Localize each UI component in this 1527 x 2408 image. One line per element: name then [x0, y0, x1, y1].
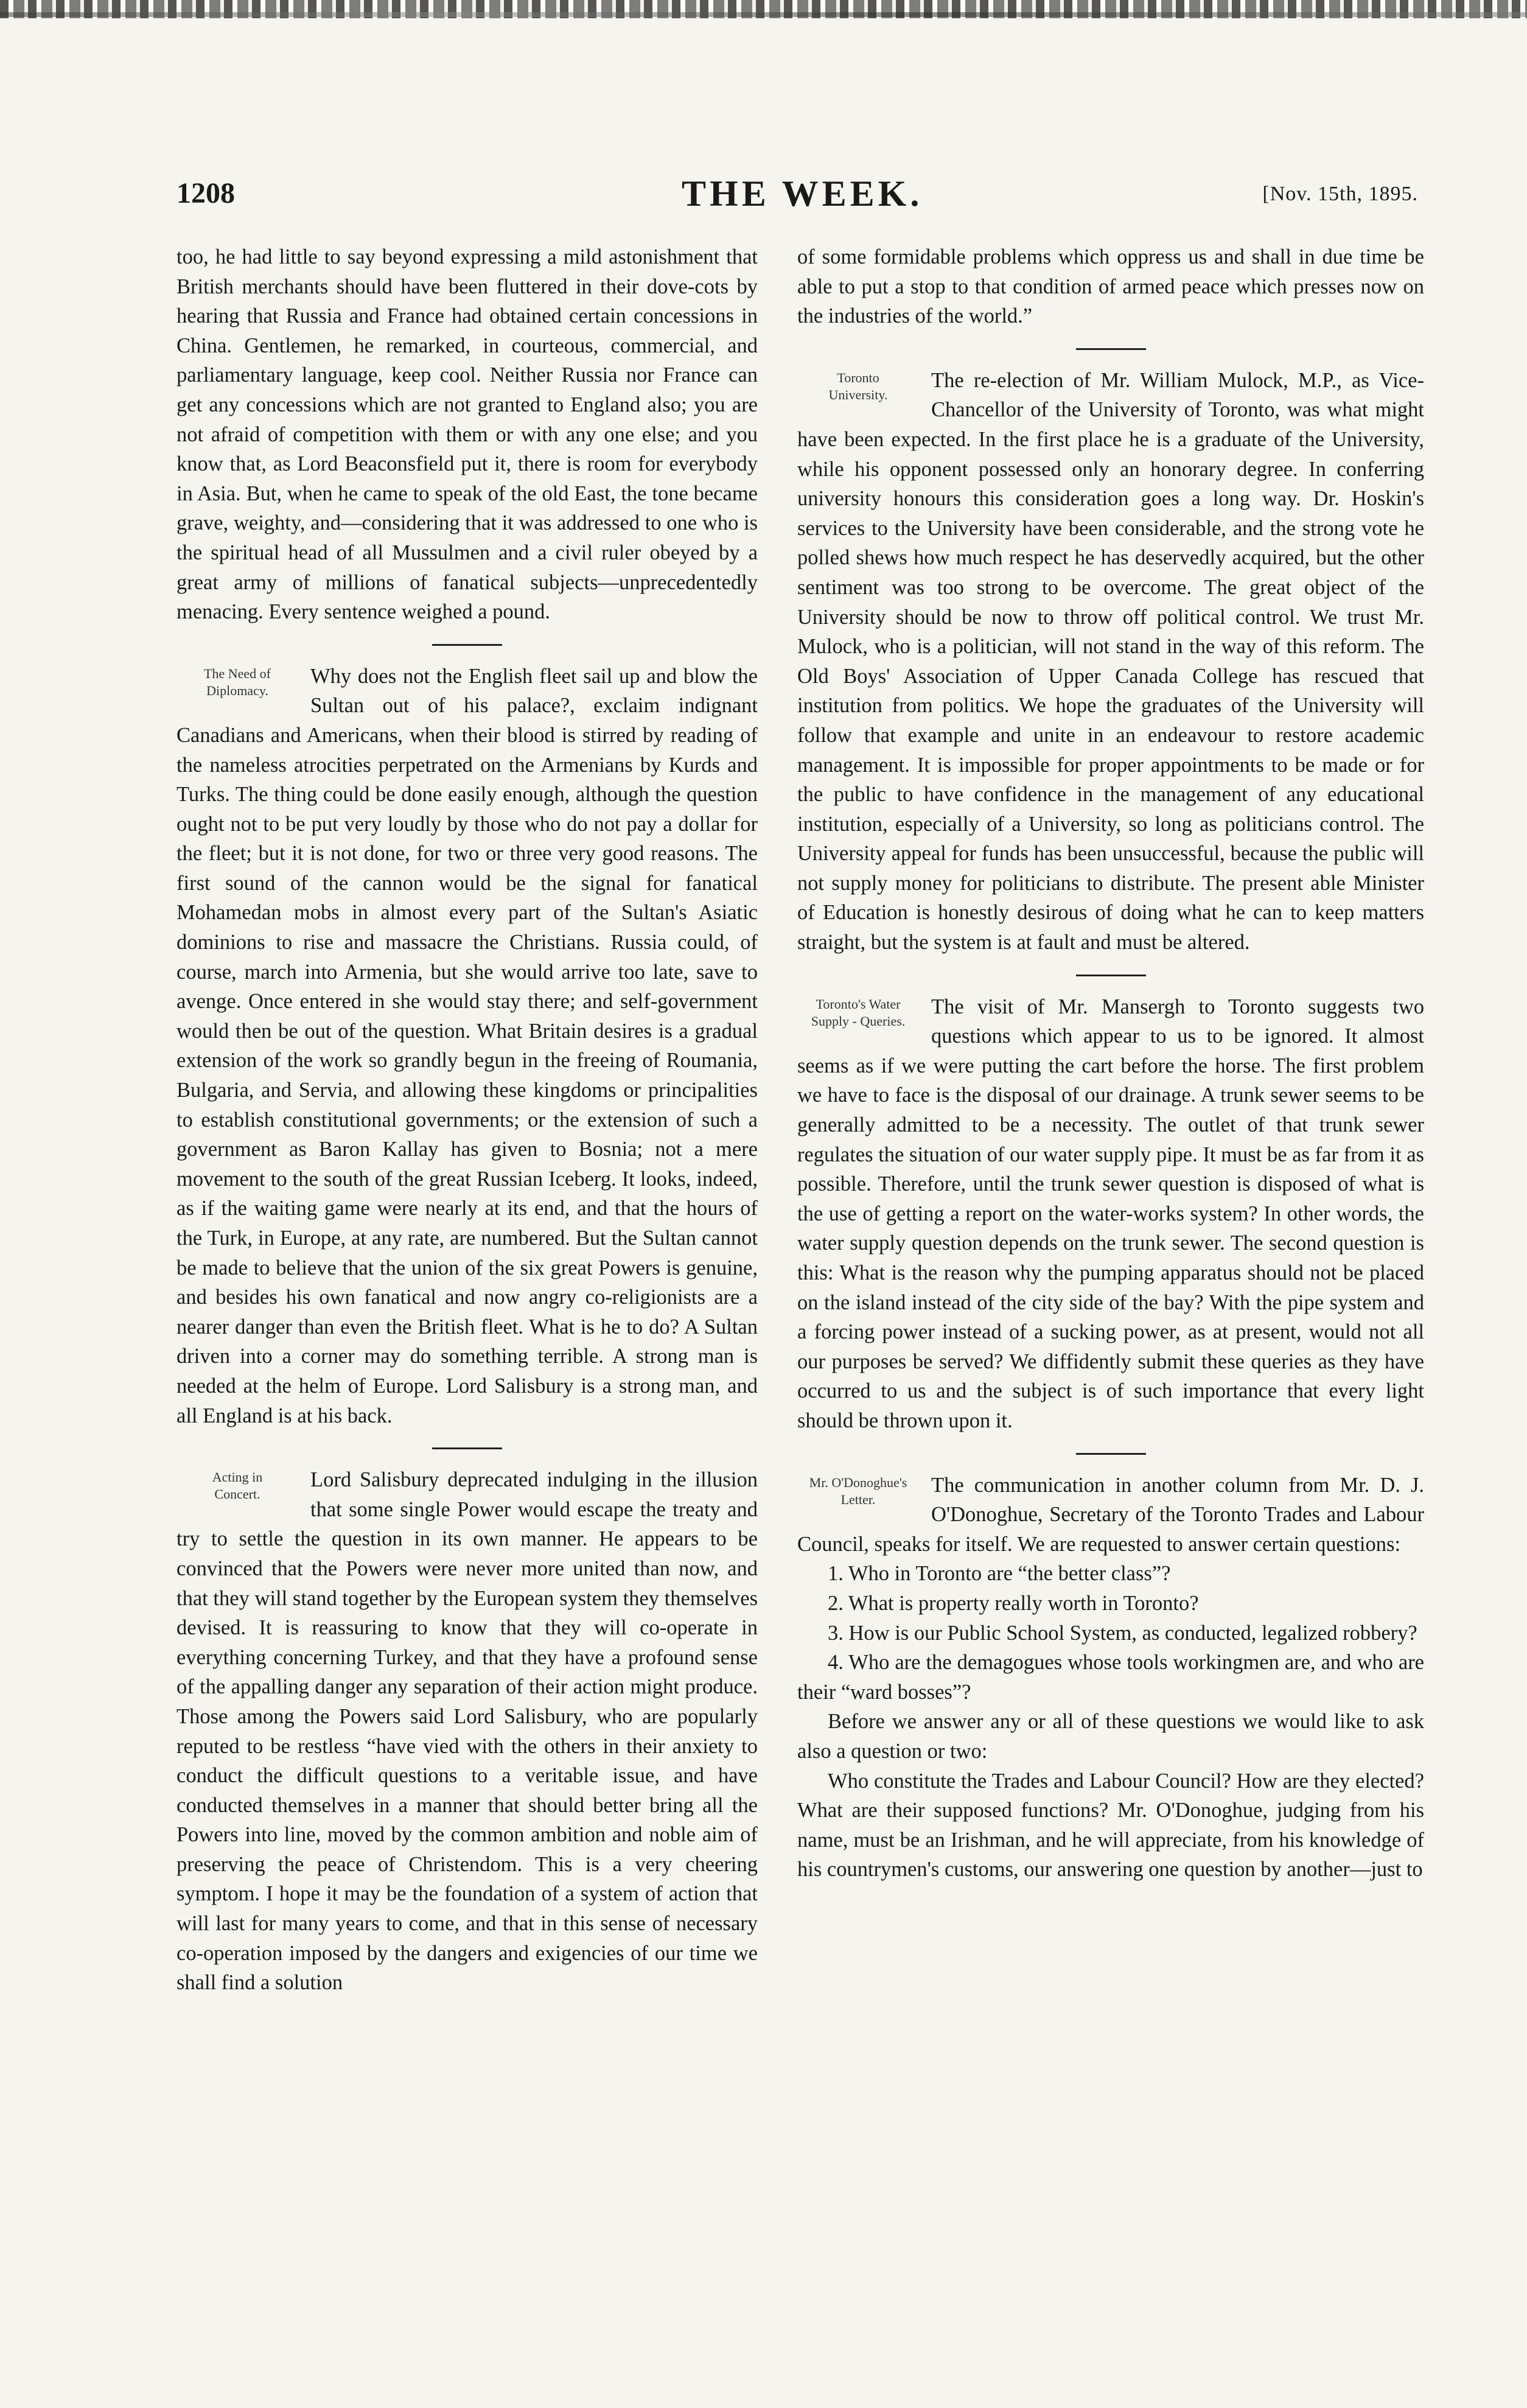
masthead-title: THE WEEK. [682, 173, 923, 214]
sidehead-acting-in-concert [176, 1469, 298, 1503]
sidehead-line: Concert. [214, 1486, 260, 1502]
sidehead-toronto-university [797, 369, 919, 404]
question-item: 4. Who are the demagogues whose tools workingmen are, and who are their “ward bosses”? [797, 1651, 1424, 1704]
article-acting-in-concert [176, 1465, 758, 1998]
section-divider [1076, 975, 1146, 976]
page-top-edge-shadow [0, 12, 1527, 17]
question-item: 2. What is property really worth in Toronto? [828, 1591, 1199, 1615]
article-body: Before we answer any or all of these questions we would like to ask also a question or two: [797, 1710, 1424, 1763]
question-item: 1. Who in Toronto are “the better class”? [828, 1562, 1171, 1586]
sidehead-line: Supply - Queries. [811, 1013, 906, 1029]
right-column [797, 242, 1424, 1885]
sidehead-line: Toronto [837, 369, 879, 385]
article-body: Who constitute the Trades and Labour Council? How are they elected? What are their supposed functions? Mr. O'Donoghue, judging from his name, must be an Irishman, and he will appreciate, from his knowledge of his countrymen's customs, our answering one question by another—just to [797, 1769, 1424, 1881]
sidehead-line: Letter. [840, 1491, 876, 1507]
left-column [176, 242, 758, 1998]
article-continuation: too, he had little to say beyond expressing a mild astonishment that British merchants should have been fluttered in their dove-cots by hearing that Russia and France had obtained certain concessions in China. Gentlemen, he remarked, in courteous, commercial, and parliamentary language, keep cool. Neither Russia nor France can get any concessions which are not granted to England also; you are not afraid of competition with them or with any one else; and you know that, as Lord Beaconsfield put it, there is room for everybody in Asia. But, when he came to speak of the old East, the tone became grave, weighty, and—considering that it was addressed to one who is the spiritual head of all Mussulmen and a civil ruler obeyed by a great army of millions of fanatical subjects—unprecedentedly menacing. Every sentence weighed a pound. [176, 245, 758, 624]
sidehead-water-supply [797, 996, 919, 1030]
section-divider [1076, 348, 1146, 350]
page-header [176, 173, 1418, 219]
issue-date: [Nov. 15th, 1895. [1262, 183, 1418, 205]
sidehead-odonoghue-letter [797, 1474, 919, 1508]
article-odonoghue-letter [797, 1471, 1424, 1885]
article-body: The re-election of Mr. William Mulock, M.P., as Vice-Chancellor of the University of Toronto, was what might have been expected. In the first place he is a graduate of the University, while his opponent possessed only an honorary degree. In conferring university honours this consideration goes a long way. Dr. Hoskin's services to the University have been considerable, and the strong vote he polled shews how much respect he has deservedly acquired, but the other sentiment was too strong to be overcome. The great object of the University should be now to throw off political control. We trust Mr. Mulock, who is a politician, will not stand in the way of this reform. The Old Boys' Association of Upper Canada College has rescued that institution from politics. We hope the graduates of the University will follow that example and unite in an endeavour to restore academic management. It is impossible for proper appointments to be made or for the public to have confidence in the management of any educational institution, especially of a University, so long as politicians control. The University appeal for funds has been unsuccessful, because the public will not supply money for politicians to distribute. The present able Minister of Education is honestly desirous of doing what he can to keep matters straight, but the system is at fault and must be altered. [797, 368, 1424, 954]
sidehead-need-of-diplomacy [176, 665, 298, 699]
sidehead-line: The Need of [204, 665, 271, 681]
article-body: Lord Salisbury deprecated indulging in the illusion that some single Power would escape the treaty and try to settle the question in its own manner. He appears to be convinced that the Powers were never more united than now, and that they will stand together by the European system they themselves devised. It is reassuring to know that they will co-operate in everything concerning Turkey, and that they have a profound sense of the appalling danger any separation of their action might produce. Those among the Powers said Lord Salisbury, who are popularly reputed to be restless “have vied with the others in their anxiety to conduct the difficult questions to a veritable issue, and have conducted themselves in a manner that should better bring all the Powers into line, moved by the common ambition and noble aim of preserving the peace of Christendom. This is a very cheering symptom. I hope it may be the foundation of a system of action that will last for many years to come, and that in this sense of necessary co-operation imposed by the dangers and exigencies of our time we shall find a solution [176, 1468, 758, 1995]
section-divider [432, 644, 502, 646]
sidehead-line: University. [828, 387, 888, 402]
article-toronto-university [797, 366, 1424, 957]
sidehead-line: Diplomacy. [206, 682, 268, 698]
sidehead-line: Mr. O'Donoghue's [809, 1474, 907, 1490]
section-divider [1076, 1453, 1146, 1455]
page-number: 1208 [176, 177, 235, 209]
sidehead-line: Acting in [212, 1469, 263, 1485]
section-divider [432, 1447, 502, 1449]
article-toronto-water-supply [797, 992, 1424, 1436]
question-item: 3. How is our Public School System, as conducted, legalized robbery? [828, 1621, 1417, 1645]
article-continuation: of some formidable problems which oppress us and shall in due time be able to put a stop to that condition of armed peace which presses now on the industries of the world.” [797, 245, 1424, 328]
article-body: Why does not the English fleet sail up and blow the Sultan out of his palace?, exclaim indignant Canadians and Americans, when their blood is stirred by reading of the nameless atrocities perpetrated on the Armenians by Kurds and Turks. The thing could be done easily enough, although the question ought not to be put very loudly by those who do not pay a dollar for the fleet; but it is not done, for two or three very good reasons. The first sound of the cannon would be the signal for fanatical Mohamedan mobs in almost every part of the Sultan's Asiatic dominions to rise and massacre the Christians. Russia could, of course, march into Armenia, but she would arrive too late, save to avenge. Once entered in she would stay there; and self-government would then be out of the question. What Britain desires is a gradual extension of the work so grandly begun in the freeing of Roumania, Bulgaria, and Servia, and allowing these kingdoms or principalities to establish constitutional governments; or the extension of such a government as Baron Kallay has given to Bosnia; not a mere movement to the south of the great Russian Iceberg. It looks, indeed, as if the waiting game were nearly at its end, and that the hours of the Turk, in Europe, at any rate, are numbered. But the Sultan cannot be made to believe that the union of the six great Powers is genuine, and besides his own fanatical and now angry co-religionists are a nearer danger than even the British fleet. What is he to do? A Sultan driven into a corner may do something terrible. A strong man is needed at the helm of Europe. Lord Salisbury is a strong man, and all England is at his back. [176, 664, 758, 1427]
article-body: The communication in another column from Mr. D. J. O'Donoghue, Secretary of the Toronto Trades and Labour Council, speaks for itself. We are requested to answer certain questions: [797, 1473, 1424, 1556]
sidehead-line: Toronto's Water [816, 996, 901, 1012]
article-need-of-diplomacy [176, 662, 758, 1430]
article-body: The visit of Mr. Mansergh to Toronto suggests two questions which appear to us to be ignored. It almost seems as if we were putting the cart before the horse. The first problem we have to face is the disposal of our drainage. A trunk sewer seems to be generally admitted to be a necessity. The outlet of that trunk sewer regulates the situation of our water supply pipe. It must be as far from it as possible. Therefore, until the trunk sewer question is disposed of what is the use of getting a report on the water-works system? In other words, the water supply question depends on the trunk sewer. The second question is this: What is the reason why the pumping apparatus should not be placed on the island instead of the city side of the bay? With the pipe system and a forcing power instead of a sucking power, as at present, would not all our purposes be served? We diffidently submit these queries as they have occurred to us and the subject is of such importance that every light should be thrown upon it. [797, 995, 1424, 1432]
